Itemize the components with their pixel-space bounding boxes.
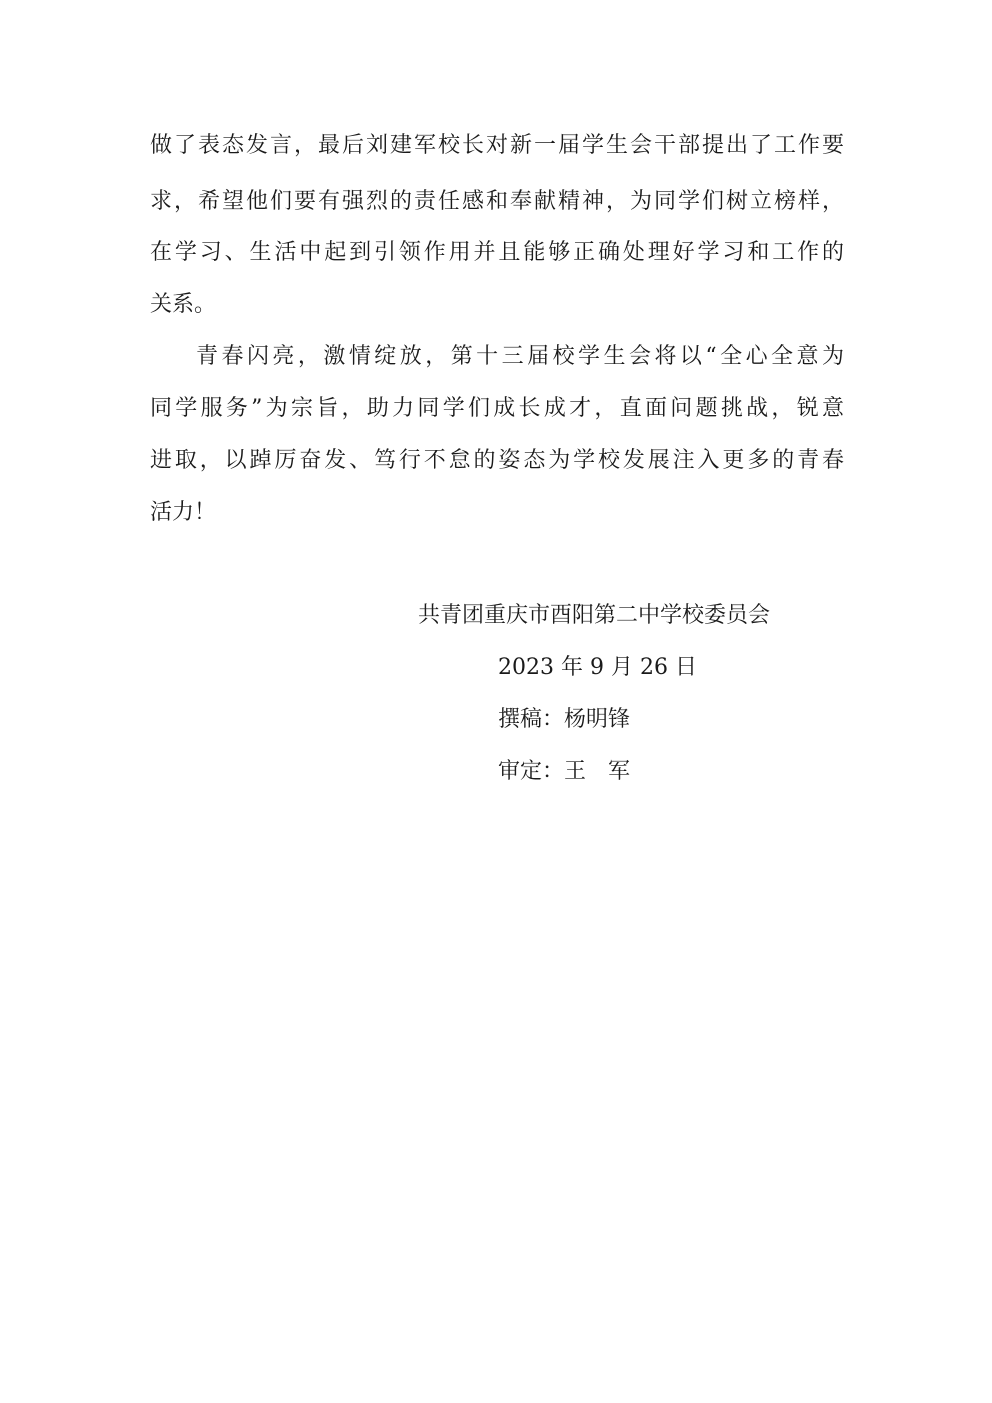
paragraph-1-line-3: 在学习、生活中起到引领作用并且能够正确处理好学习和工作的 — [150, 240, 844, 265]
paragraph-1-line-1: 做了表态发言，最后刘建军校长对新一届学生会干部提出了工作要 — [150, 133, 844, 158]
paragraph-2-line-1: 青春闪亮，激情绽放，第十三届校学生会将以“全心全意为 — [196, 344, 844, 369]
paragraph-2-line-3: 进取，以踔厉奋发、笃行不怠的姿态为学校发展注入更多的青春 — [150, 448, 844, 473]
paragraph-1-line-2: 求，希望他们要有强烈的责任感和奉献精神，为同学们树立榜样， — [150, 189, 844, 214]
signature-author: 撰稿：杨明锋 — [498, 707, 631, 732]
paragraph-2-line-4: 活力！ — [150, 500, 217, 525]
paragraph-1-line-4: 关系。 — [150, 292, 217, 317]
signature-organization: 共青团重庆市酉阳第二中学校委员会 — [418, 603, 771, 628]
paragraph-2-line-2: 同学服务”为宗旨，助力同学们成长成才，直面问题挑战，锐意 — [150, 396, 844, 421]
signature-date: 2023 年 9 月 26 日 — [498, 655, 697, 680]
signature-reviewer: 审定：王 军 — [498, 759, 631, 784]
